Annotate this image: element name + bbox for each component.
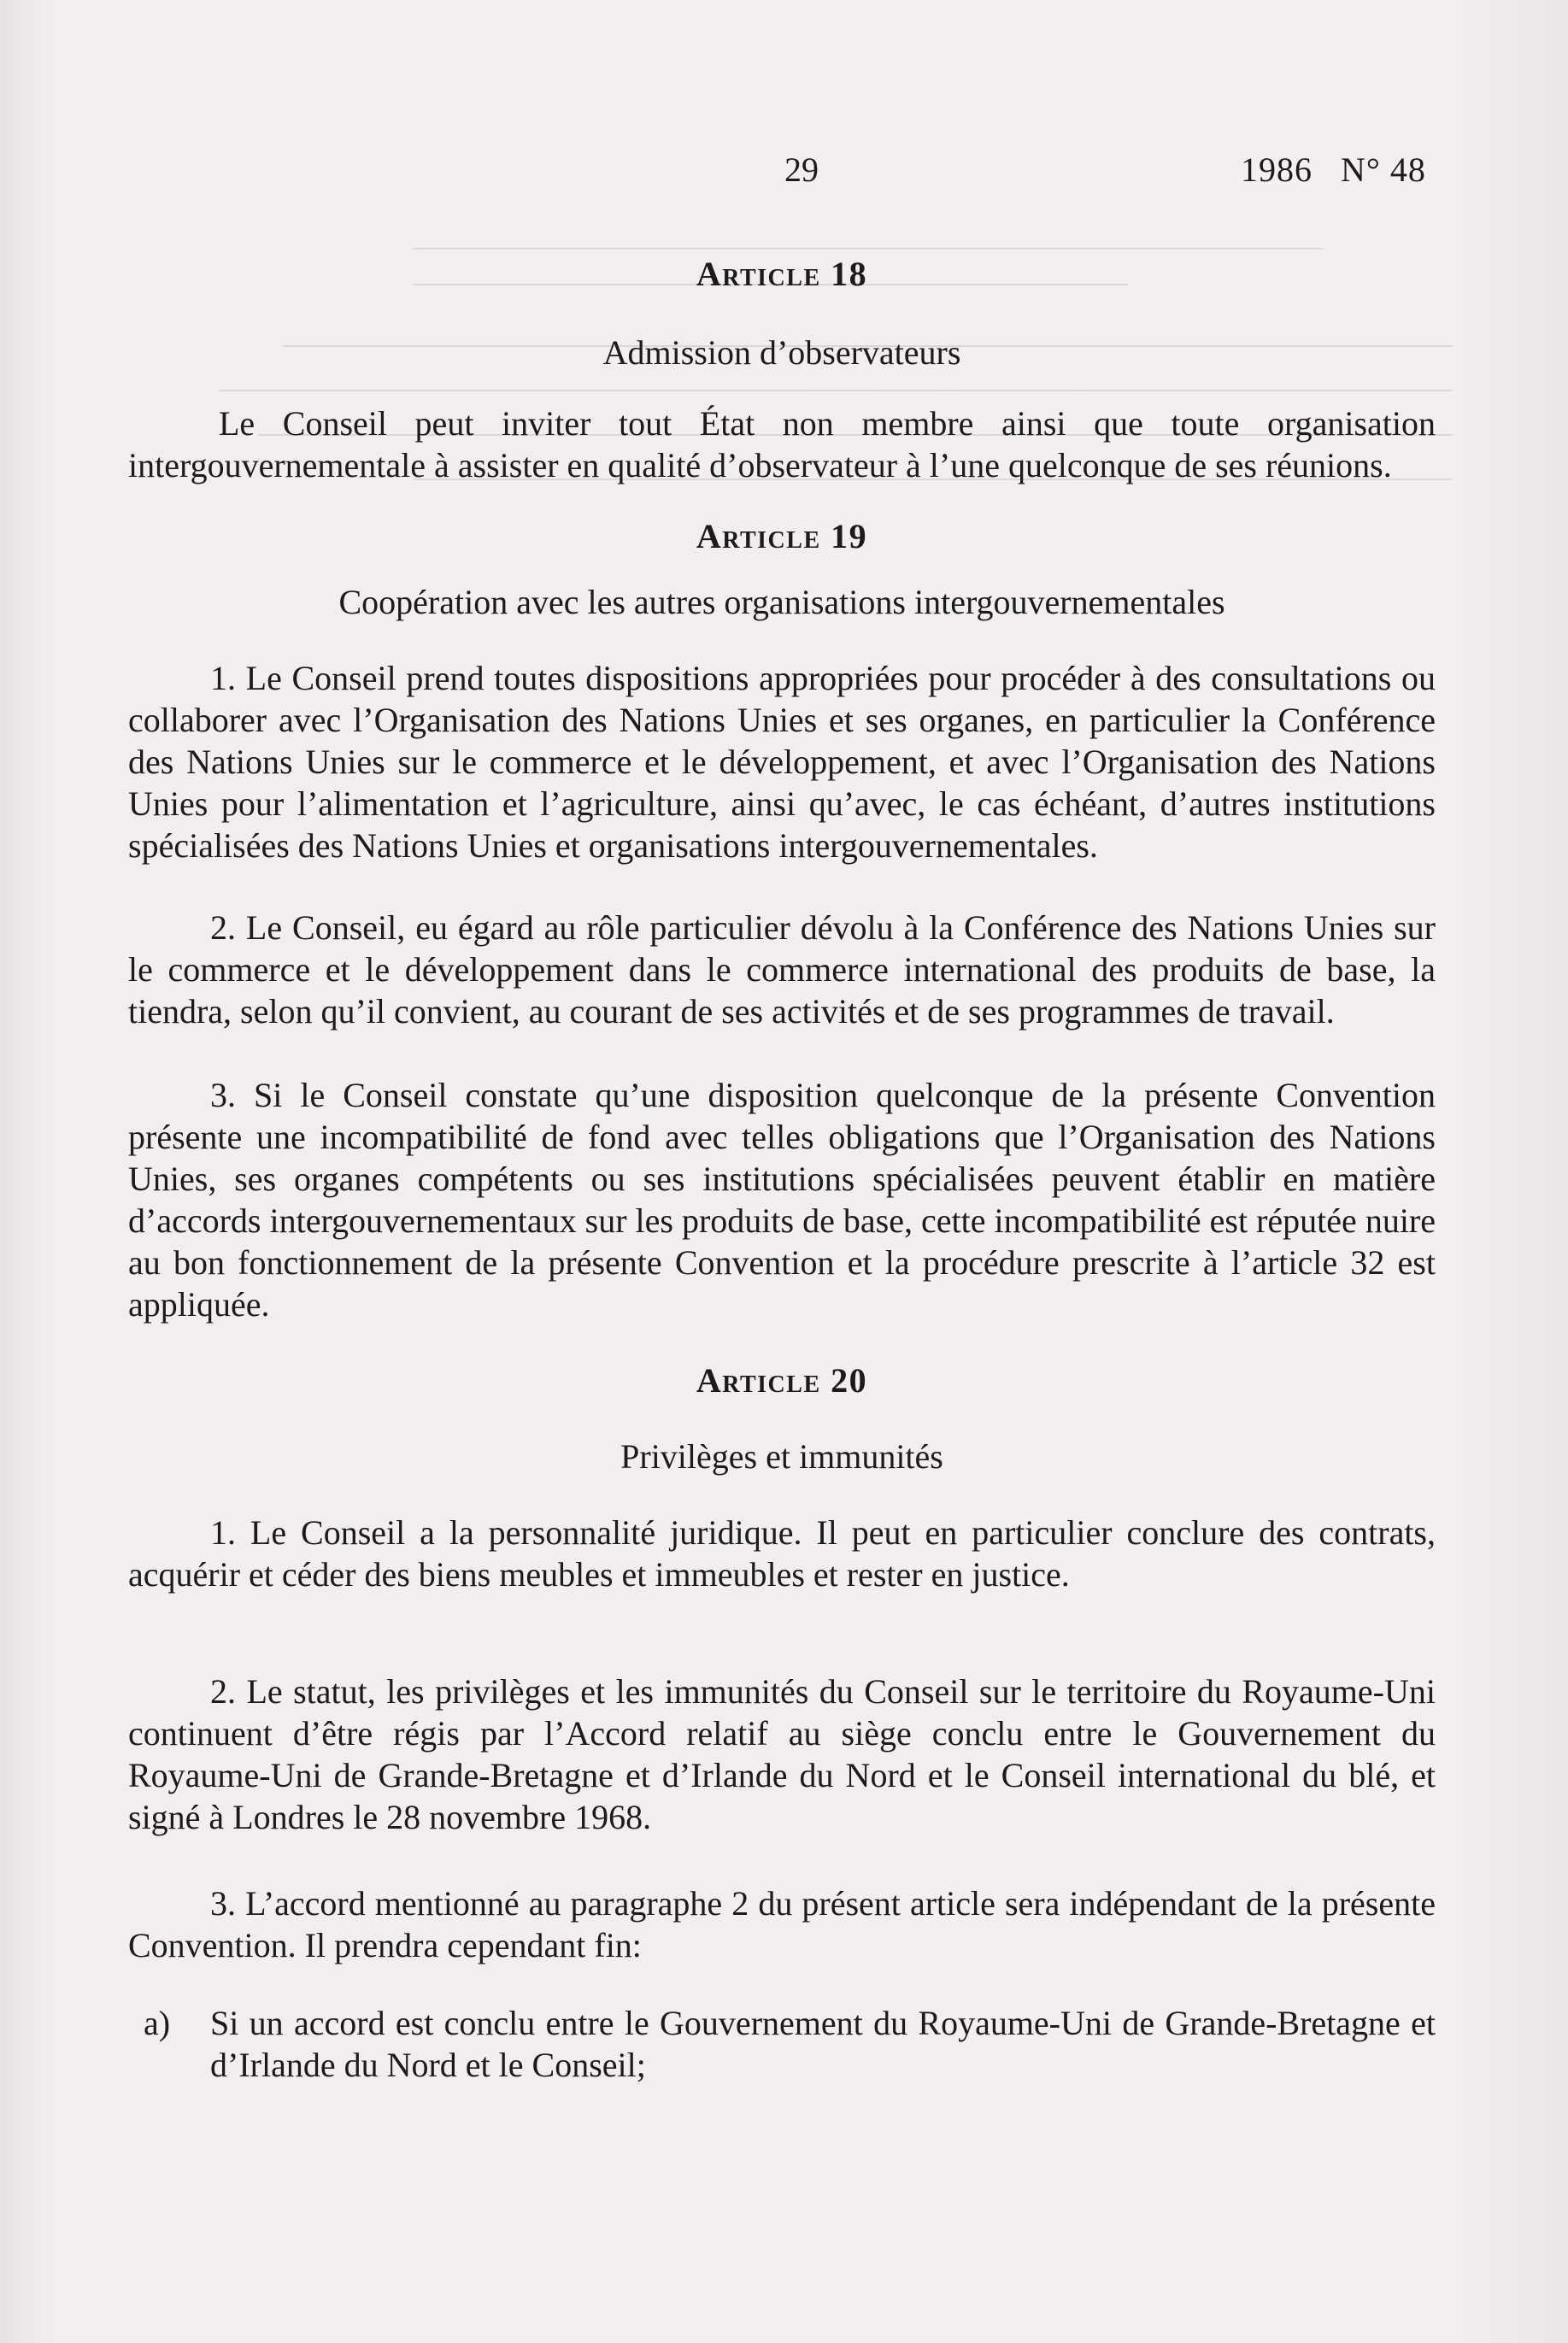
article-20-paragraph-1: 1. Le Conseil a la personnalité juridique. Il peut en particulier conclure des contrats, acquérir et céder des biens meubles et immeubles et rester en justice. [128,1513,1436,1594]
document-year-number: 1986 N° 48 [1241,150,1426,189]
article-20-paragraph-3: 3. L’accord mentionné au paragraphe 2 du présent article sera indépendant de la présente Convention. Il prendra cependant fin: [128,1884,1436,1964]
page-number: 29 [784,150,819,189]
article-20-paragraph-2: 2. Le statut, les privilèges et les immunités du Conseil sur le territoire du Royaume-Uni continuent d’être régis par l’Accord relatif au siège conclu entre le Gouvernement du Royaume-Uni de Grande-Bretagne et d’Irlande du Nord et le Conseil international du blé, et signé à Londres le 28 novembre 1968. [128,1672,1436,1836]
article-18-subtitle: Admission d’observateurs [602,333,961,372]
article-19-title: Article 19 [696,517,868,555]
article-19-subtitle: Coopération avec les autres organisations intergouvernementales [338,583,1225,621]
article-20-title: Article 20 [696,1361,868,1400]
item-a-label: a) [144,2004,171,2042]
article-19-paragraph-3: 3. Si le Conseil constate qu’une disposition quelconque de la présente Convention présente une incompatibilité de fond avec telles obligations que l’Organisation des Nations Unies, ses organes compétents ou ses institutions spécialisées peuvent établir en matière d’accords intergouvernementaux sur les produits de base, cette incompatibilité est réputée nuire au bon fonctionnement de la présente Convention et la procédure prescrite à l’article 32 est appliquée. [128,1076,1436,1324]
article-20-subtitle: Privilèges et immunités [620,1437,943,1476]
item-a-text: Si un accord est conclu entre le Gouvernement du Royaume-Uni de Grande-Bretagne et d’Irlande du Nord et le Conseil; [210,2004,1436,2084]
article-19-paragraph-1: 1. Le Conseil prend toutes dispositions appropriées pour procéder à des consultations ou collaborer avec l’Organisation des Nations Unies et ses organes, en particulier la Conférence des Nations Unies sur le commerce et le développement, et avec l’Organisation des Nations Unies pour l’alimentation et l’agriculture, ainsi qu’avec, le cas échéant, d’autres institutions spécialisées des Nations Unies et organisations intergouvernementales. [128,659,1436,865]
article-18-title: Article 18 [696,255,868,293]
article-20-item-a [128,2002,1436,2086]
article-19-paragraph-2: 2. Le Conseil, eu égard au rôle particulier dévolu à la Conférence des Nations Unies sur le commerce et le développement dans le commerce international des produits de base, la tiendra, selon qu’il convient, au courant de ses activités et de ses programmes de travail. [128,908,1436,1031]
article-18-paragraph: Le Conseil peut inviter tout État non membre ainsi que toute organisation intergouvernementale à assister en qualité d’observateur à l’une quelconque de ses réunions. [128,404,1436,484]
page-body [128,137,1436,2086]
